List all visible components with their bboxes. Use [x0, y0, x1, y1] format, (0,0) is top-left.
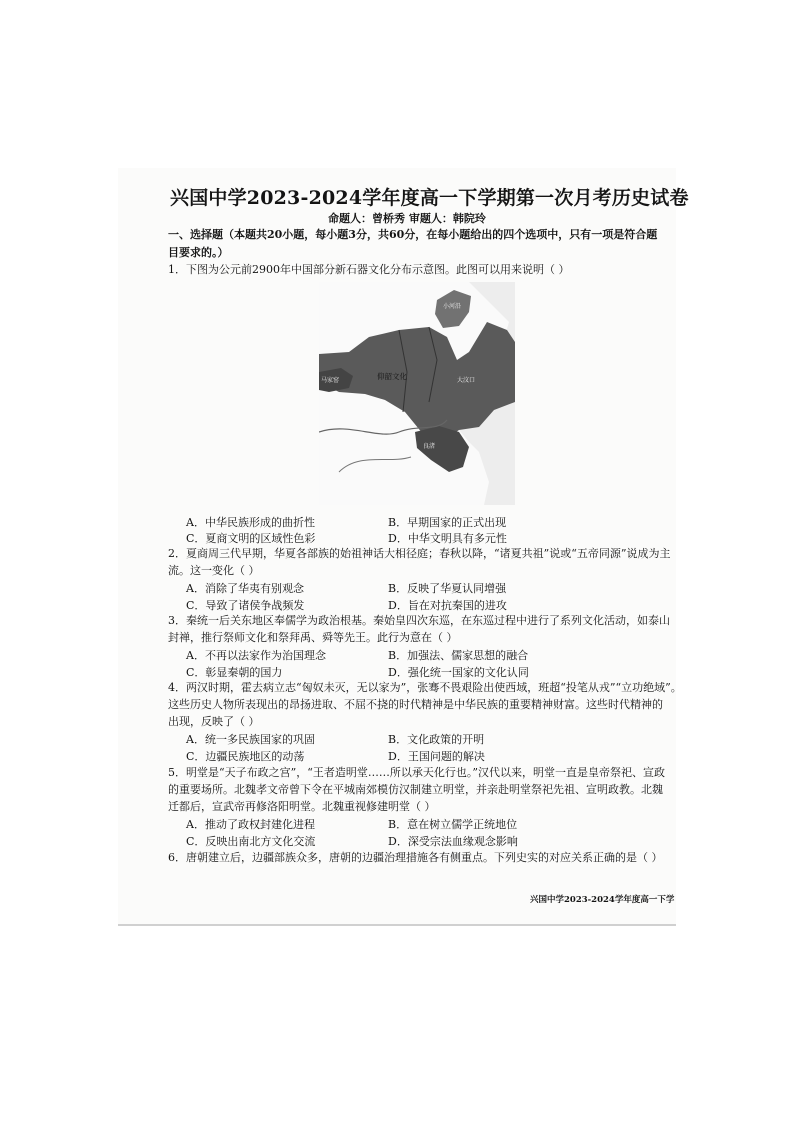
question-1-option-c[interactable]: C．夏商文明的区域性色彩: [186, 532, 316, 545]
map-label-xiaoheyan: 小河沿: [443, 303, 462, 310]
question-1-option-b[interactable]: B．早期国家的正式出现: [388, 516, 507, 529]
question-1-stem: 1．下图为公元前2900年中国部分新石器文化分布示意图。此图可以用来说明（ ）: [168, 263, 570, 276]
question-5-option-d[interactable]: D．深受宗法血缘观念影响: [388, 835, 518, 848]
question-5-option-a[interactable]: A．推动了政权封建化进程: [186, 818, 315, 831]
question-5-stem-line3: 迁都后，宣武帝再修洛阳明堂。北魏重视修建明堂（ ）: [168, 800, 436, 813]
question-3-option-d[interactable]: D．强化统一国家的文化认同: [388, 666, 529, 679]
section-instructions-line1: 一、选择题（本题共20小题，每小题3分，共60分，在每小题给出的四个选项中，只有一项是符合题: [168, 228, 658, 241]
page-footer: 兴国中学2023-2024学年度高一下学: [530, 895, 675, 905]
question-6-stem: 6．唐朝建立后，边疆部族众多，唐朝的边疆治理措施各有侧重点。下列史实的对应关系正确的是（ ）: [168, 851, 663, 864]
map-label-majiayao: 马家窑: [321, 377, 340, 384]
question-3-option-b[interactable]: B．加强法、儒家思想的融合: [388, 649, 529, 662]
neolithic-culture-map: [319, 282, 515, 505]
map-label-dawenkou: 大汶口: [457, 377, 476, 384]
question-5-stem-line2: 的重要场所。北魏孝文帝曾下令在平城南郊模仿汉制建立明堂，并亲赴明堂祭祀先祖、宣明政教。北魏: [168, 783, 663, 796]
question-3-stem-line2: 封禅，推行祭师文化和祭拜禹、舜等先王。此行为意在（ ）: [168, 631, 458, 644]
question-4-option-a[interactable]: A．统一多民族国家的巩固: [186, 733, 315, 746]
question-4-stem-line1: 4．两汉时期，霍去病立志“匈奴未灭，无以家为”，张骞不畏艰险出使西域，班超“投笔从戎”“立功绝域”。: [168, 681, 682, 694]
question-1-option-a[interactable]: A．中华民族形成的曲折性: [186, 516, 315, 529]
question-2-stem-line2: 流。这一变化（ ）: [168, 564, 260, 577]
question-4-stem-line3: 出现，反映了（ ）: [168, 715, 260, 728]
exam-title: 兴国中学2023-2024学年度高一下学期第一次月考历史试卷: [170, 187, 689, 209]
authors-line: 命题人：曾桥秀 审题人：韩院玲: [328, 212, 486, 225]
question-3-option-a[interactable]: A．不再以法家作为治国理念: [186, 649, 326, 662]
question-4-option-b[interactable]: B．文化政策的开明: [388, 733, 485, 746]
map-label-liangzhu: 良渚: [423, 443, 436, 450]
question-5-option-c[interactable]: C．反映出南北方文化交流: [186, 835, 316, 848]
question-2-stem-line1: 2．夏商周三代早期，华夏各部族的始祖神话大相径庭；春秋以降，“诸夏共祖”说或“五帝同源”说成为主: [168, 547, 671, 560]
question-4-option-d[interactable]: D．王国问题的解决: [388, 750, 485, 763]
question-4-stem-line2: 这些历史人物所表现出的昂扬进取、不屈不挠的时代精神是中华民族的重要精神财富。这些时代精神的: [168, 698, 663, 711]
page-bottom-edge: [118, 924, 676, 926]
question-2-option-c[interactable]: C．导致了诸侯争战频发: [186, 599, 305, 612]
question-2-option-b[interactable]: B．反映了华夏认同增强: [388, 582, 507, 595]
question-4-option-c[interactable]: C．边疆民族地区的动荡: [186, 750, 305, 763]
question-2-option-d[interactable]: D．旨在对抗秦国的进攻: [388, 599, 507, 612]
question-5-stem-line1: 5．明堂是“天子布政之宫”，“王者造明堂……所以承天化行也。”汉代以来，明堂一直是皇帝祭祀、宣政: [168, 766, 665, 779]
question-3-option-c[interactable]: C．彰显秦朝的国力: [186, 666, 283, 679]
question-2-option-a[interactable]: A．消除了华夷有别观念: [186, 582, 304, 595]
question-3-stem-line1: 3．秦统一后关东地区奉儒学为政治根基。秦始皇四次东巡，在东巡过程中进行了系列文化活动，如泰山: [168, 614, 670, 627]
question-1-option-d[interactable]: D．中华文明具有多元性: [388, 532, 507, 545]
map-label-yangshao: 仰韶文化: [377, 372, 407, 381]
question-5-option-b[interactable]: B．意在树立儒学正统地位: [388, 818, 518, 831]
section-instructions-line2: 目要求的。）: [168, 246, 229, 259]
